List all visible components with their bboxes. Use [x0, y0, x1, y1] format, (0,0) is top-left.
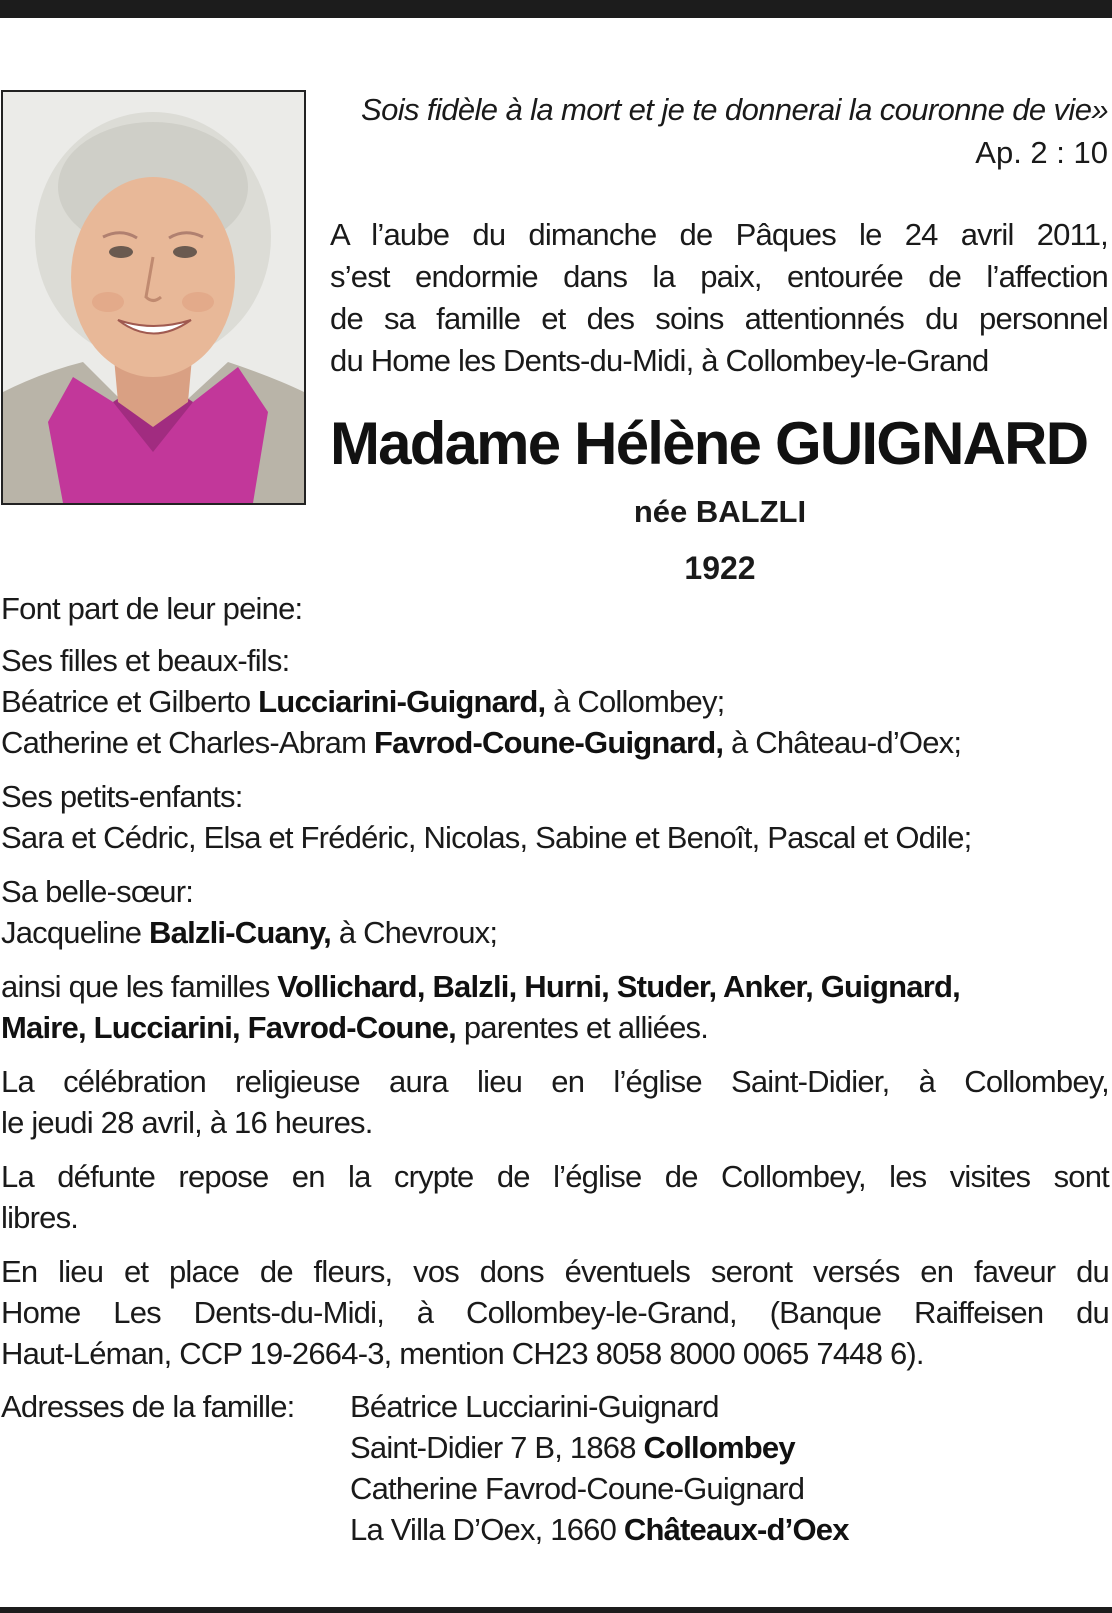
grandchildren-list: Sara et Cédric, Elsa et Frédéric, Nicolas, Sabine et Benoît, Pascal et Odile; — [1, 820, 972, 855]
street: La Villa D’Oex, 1660 — [350, 1512, 624, 1547]
sister-in-law-line — [1, 912, 1109, 953]
address-name: Catherine Favrod-Coune-Guignard — [350, 1471, 805, 1506]
first-names: Catherine et Charles-Abram — [1, 725, 374, 760]
address-street — [350, 1427, 795, 1468]
quote-reference: Ap. 2 : 10 — [975, 135, 1108, 170]
bottom-rule — [0, 1607, 1112, 1613]
sister-in-law-heading: Sa belle-sœur: — [1, 874, 194, 909]
address-street — [350, 1509, 849, 1550]
family-names: Vollichard, Balzli, Hurni, Studer, Anker, Guignard, — [277, 969, 960, 1004]
ceremony-line: La célébration religieuse aura lieu en l’église Saint-Didier, à Collombey, — [1, 1064, 1109, 1099]
families-line — [1, 966, 1109, 1007]
portrait-photo — [1, 90, 306, 505]
intro-line: de sa famille et des soins attentionnés du personnel — [330, 301, 1108, 336]
opening-line: Font part de leur peine: — [1, 591, 303, 626]
intro-line: A l’aube du dimanche de Pâques le 24 avril 2011, — [330, 217, 1108, 252]
surname: Lucciarini-Guignard, — [258, 684, 546, 719]
family-names: Maire, Lucciarini, Favrod-Coune, — [1, 1010, 456, 1045]
deceased-name: Madame Hélène GUIGNARD — [330, 410, 1088, 477]
donations-line: En lieu et place de fleurs, vos dons éventuels seront versés en faveur du — [1, 1254, 1109, 1289]
surname: Balzli-Cuany, — [149, 915, 331, 950]
families-line — [1, 1007, 1109, 1048]
maiden-name: née BALZLI — [633, 494, 807, 529]
city: Collombey — [643, 1430, 795, 1465]
daughter-line — [1, 681, 1109, 722]
birth-year: 1922 — [684, 550, 756, 586]
families-prefix: ainsi que les familles — [1, 969, 278, 1004]
donations-line: Haut-Léman, CCP 19-2664-3, mention CH23 8058 8000 0065 7448 6). — [1, 1336, 924, 1371]
first-names: Béatrice et Gilberto — [1, 684, 259, 719]
place: à Château-d’Oex; — [723, 725, 962, 760]
first-name: Jacqueline — [1, 915, 150, 950]
viewing-line: La défunte repose en la crypte de l’église de Collombey, les visites sont — [1, 1159, 1109, 1194]
surname: Favrod-Coune-Guignard, — [373, 725, 724, 760]
place: à Chevroux; — [331, 915, 498, 950]
top-rule — [0, 0, 1112, 18]
street: Saint-Didier 7 B, 1868 — [350, 1430, 644, 1465]
portrait-illustration — [3, 92, 304, 503]
families-suffix: parentes et alliées. — [456, 1010, 709, 1045]
address-name: Béatrice Lucciarini-Guignard — [350, 1389, 719, 1424]
bible-quote: Sois fidèle à la mort et je te donnerai la couronne de vie» — [361, 92, 1108, 127]
donations-line: Home Les Dents-du-Midi, à Collombey-le-Grand, (Banque Raiffeisen du — [1, 1295, 1109, 1330]
intro-line: du Home les Dents-du-Midi, à Collombey-le-Grand — [330, 343, 989, 378]
place: à Collombey; — [545, 684, 725, 719]
addresses-label: Adresses de la famille: — [1, 1389, 295, 1424]
city: Châteaux-d’Oex — [623, 1512, 849, 1547]
daughters-heading: Ses filles et beaux-fils: — [1, 643, 290, 678]
viewing-line: libres. — [1, 1200, 79, 1235]
grandchildren-heading: Ses petits-enfants: — [1, 779, 243, 814]
daughter-line — [1, 722, 1109, 763]
intro-paragraph — [330, 214, 1108, 382]
ceremony-line: le jeudi 28 avril, à 16 heures. — [1, 1105, 373, 1140]
intro-line: s’est endormie dans la paix, entourée de l’affection — [330, 259, 1108, 294]
